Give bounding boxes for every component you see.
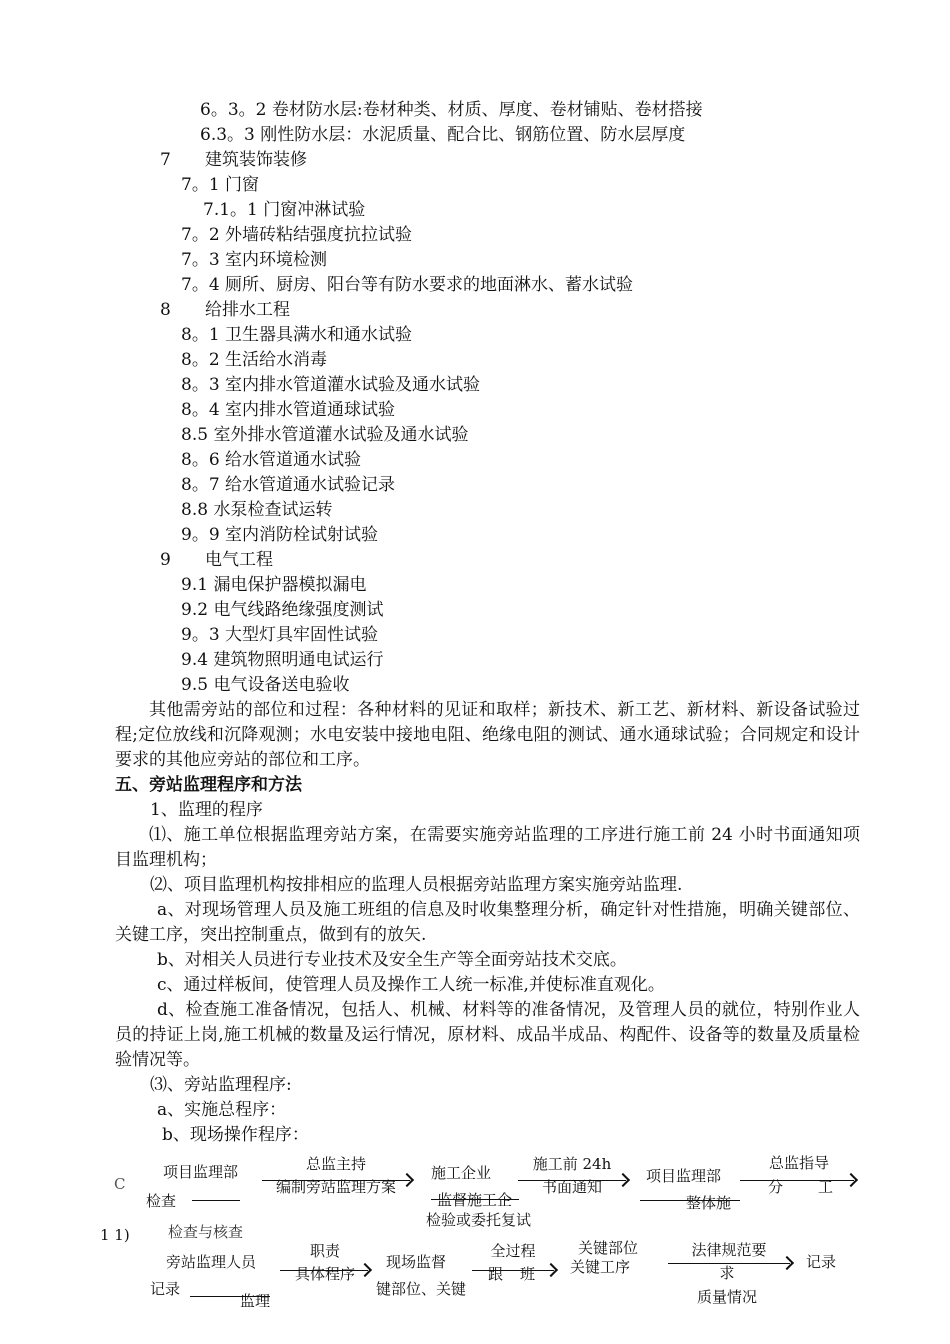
item-7-2: 7。2 外墙砖粘结强度抗拉试验: [181, 225, 413, 245]
flow2-node-1-top: 旁站监理人员: [166, 1253, 257, 1271]
onsite-procedure-label: b、现场操作程序：: [162, 1125, 309, 1145]
step-1-paragraph: ⑴、施工单位根据监理旁站方案，在需要实施旁站监理的工序进行施工前 24 小时书面通知项目监理机构；: [115, 825, 860, 870]
item-8-8: 8.8 水泵检查试运转: [181, 500, 333, 520]
item-8-2: 8。2 生活给水消毒: [181, 350, 328, 370]
flow1-node-1-check: 检查: [146, 1192, 177, 1210]
flow2-node-7: 记录: [806, 1253, 837, 1271]
item-8-1: 8。1 卫生器具满水和通水试验: [181, 325, 413, 345]
flow1-node-2-top: 总监主持: [305, 1155, 366, 1173]
item-6-3-2: 6。3。2 卷材防水层:卷材种类、材质、厚度、卷材铺贴、卷材搭接: [200, 100, 703, 120]
flow1-node-6-top: 总监指导: [768, 1154, 829, 1172]
item-8-3: 8。3 室内排水管道灌水试验及通水试验: [181, 375, 481, 395]
section-heading: 五、旁站监理程序和方法: [115, 775, 302, 795]
item-8-6: 8。6 给水管道通水试验: [181, 450, 362, 470]
item-9-4: 9.4 建筑物照明通电试运行: [181, 650, 384, 670]
step-3-paragraph: ⑶、旁站监理程序:: [150, 1075, 292, 1095]
flow1-node-1: 项目监理部: [163, 1163, 239, 1181]
item-7-1-1: 7.1。1 门窗冲淋试验: [203, 200, 366, 220]
flow2-node-4-top: 全过程: [490, 1242, 536, 1260]
flow1-left-mark: C: [114, 1175, 126, 1193]
item-6-3-3: 6.3。3 刚性防水层：水泥质量、配合比、钢筋位置、防水层厚度: [200, 125, 686, 145]
flow2-node-4-left: 跟: [488, 1265, 504, 1283]
flow1-node-5-bottom: 整体施: [686, 1194, 732, 1212]
item-9-1: 9.1 漏电保护器模拟漏电: [181, 575, 367, 595]
step-c-paragraph: c、通过样板间，使管理人员及操作工人统一标准,并使标准直观化。: [157, 975, 665, 995]
item-8-4: 8。4 室内排水管道通球试验: [181, 400, 396, 420]
step-b-paragraph: b、对相关人员进行专业技术及安全生产等全面旁站技术交底。: [157, 950, 627, 970]
flow1-node-4-top: 施工前 24h: [532, 1155, 612, 1173]
item-9-5: 9.5 电气设备送电验收: [181, 675, 350, 695]
flow1-node-2-bottom: 编制旁站监理方案: [275, 1178, 396, 1196]
other-parts-paragraph: 其他需旁站的部位和过程：各种材料的见证和取样；新技术、新工艺、新材料、新设备试验过程;定位放线和沉降观测；水电安装中接地电阻、绝缘电阻的测试、通水通球试验；合同规定和设计要求的其他应旁站的部位和工序。: [115, 700, 860, 770]
item-9-2: 9.2 电气线路绝缘强度测试: [181, 600, 384, 620]
flow2-node-2-top: 职责: [309, 1242, 340, 1260]
flow-step-label: 1 1): [100, 1226, 130, 1244]
item-9-9: 9。9 室内消防栓试射试验: [181, 525, 379, 545]
step-d-paragraph: d、检查施工准备情况，包括人、机械、材料等的准备情况，及管理人员的就位，特别作业人员的持证上岗,施工机械的数量及运行情况，原材料、成品半成品、构配件、设备等的数量及质量检验情况等。: [115, 1000, 860, 1070]
flow2-node-5-top: 关键部位: [578, 1239, 639, 1257]
flow1-underline-1: [192, 1200, 240, 1201]
flow1-node-3-top: 施工企业: [431, 1164, 492, 1182]
section-title-7: 建筑装饰装修: [205, 150, 307, 170]
flow2-node-6-mid: 求: [719, 1264, 735, 1282]
item-8-5: 8.5 室外排水管道灌水试验及通水试验: [181, 425, 469, 445]
flow1-node-6-left: 分: [768, 1178, 784, 1196]
flow1-node-3-bottom: 检验或委托复试: [426, 1211, 532, 1229]
item-7-3: 7。3 室内环境检测: [181, 250, 328, 270]
item-8-7: 8。7 给水管道通水试验记录: [181, 475, 396, 495]
flow1-node-5-top: 项目监理部: [646, 1167, 722, 1185]
section-number-8: 8: [160, 300, 171, 320]
section-title-8: 给排水工程: [205, 300, 290, 320]
flow-check-label: 检查与核查: [168, 1223, 244, 1241]
flow1-arrow-3: [740, 1180, 854, 1181]
flow2-node-1-record: 记录: [150, 1280, 181, 1298]
section-number-9: 9: [160, 550, 171, 570]
item-7-1: 7。1 门窗: [181, 175, 260, 195]
flow2-node-2-bottom: 具体程序: [294, 1265, 355, 1283]
flow1-node-4-bottom: 书面通知: [541, 1178, 602, 1196]
flow1-node-6-right: 工: [818, 1178, 834, 1196]
item-7-4: 7。4 厕所、厨房、阳台等有防水要求的地面淋水、蓄水试验: [181, 275, 634, 295]
overall-procedure-label: a、实施总程序：: [157, 1100, 287, 1120]
section-number-7: 7: [160, 150, 171, 170]
flow2-node-5-bottom: 关键工序: [570, 1258, 631, 1276]
section-title-9: 电气工程: [205, 550, 273, 570]
flow2-node-3-bottom: 键部位、关键: [376, 1280, 467, 1298]
flow2-node-6-top: 法律规范要: [691, 1241, 767, 1259]
flow2-node-6-bottom: 质量情况: [696, 1288, 757, 1306]
flow2-arrow-2: [472, 1270, 554, 1271]
step-a-paragraph: a、对现场管理人员及施工班组的信息及时收集整理分析，确定针对性措施，明确关键部位、关键工序，突出控制重点，做到有的放矢.: [115, 900, 860, 945]
subheading-procedure: 1、监理的程序: [150, 800, 263, 820]
flow2-node-4-right: 班: [520, 1265, 536, 1283]
flow1-underline-3: [431, 1199, 519, 1200]
flow2-node-3-top: 现场监督: [386, 1253, 447, 1271]
step-2-paragraph: ⑵、项目监理机构按排相应的监理人员根据旁站监理方案实施旁站监理.: [150, 875, 683, 895]
flow1-node-3-mid: 监督施工企: [437, 1191, 513, 1209]
item-9-3: 9。3 大型灯具牢固性试验: [181, 625, 379, 645]
flow2-node-1-bottom: 监理: [240, 1292, 271, 1310]
